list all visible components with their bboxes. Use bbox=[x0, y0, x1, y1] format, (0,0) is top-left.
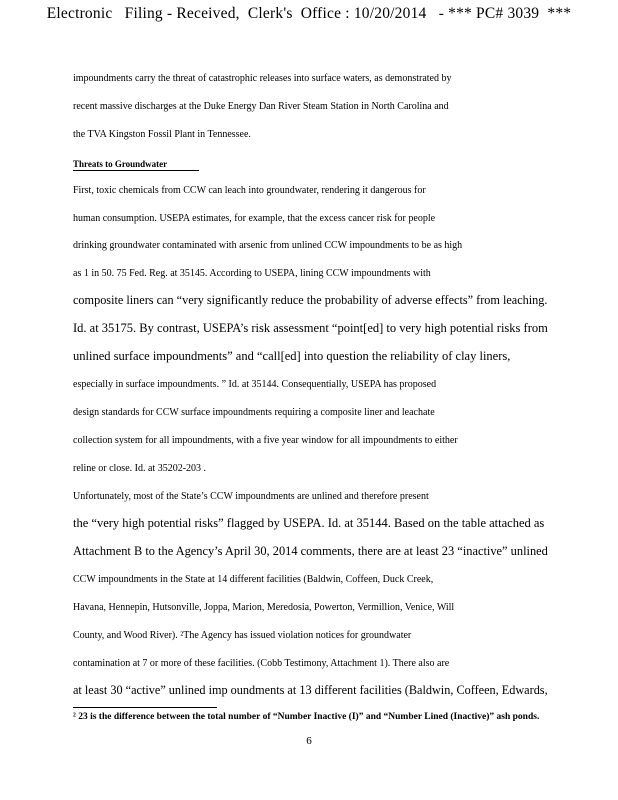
text-line: composite liners can “very significantly reduce the probability of adverse effects” from leaching. bbox=[73, 293, 548, 307]
text-line: drinking groundwater contaminated with arsenic from unlined CCW impoundments to be as high bbox=[73, 240, 463, 251]
text-line: Unfortunately, most of the State’s CCW impoundments are unlined and therefore present bbox=[73, 491, 429, 502]
text-line: the “very high potential risks” flagged by USEPA. Id. at 35144. Based on the table attached as bbox=[73, 516, 545, 530]
text-line: impoundments carry the threat of catastrophic releases into surface waters, as demonstrated by bbox=[73, 73, 452, 84]
text-line: Id. at 35175. By contrast, USEPA’s risk assessment “point[ed] to very high potential risks from bbox=[73, 321, 548, 335]
filing-stamp-header: Electronic Filing - Received, Clerk's Office : 10/20/2014 - *** PC# 3039 *** bbox=[46, 5, 572, 22]
text-line: Attachment B to the Agency’s April 30, 2014 comments, there are at least 23 “inactive” unlined bbox=[73, 544, 548, 558]
text-line: First, toxic chemicals from CCW can leach into groundwater, rendering it dangerous for bbox=[73, 185, 426, 196]
text-line: design standards for CCW surface impoundments requiring a composite liner and leachate bbox=[73, 407, 435, 418]
footnote: ² 23 is the difference between the total number of “Number Inactive (I)” and “Number Lined (Inactive)” ash ponds. bbox=[73, 712, 540, 722]
text-line: County, and Wood River). ²The Agency has issued violation notices for groundwater bbox=[73, 630, 412, 641]
text-line: contamination at 7 or more of these facilities. (Cobb Testimony, Attachment 1). There also are bbox=[73, 658, 450, 669]
text-line: especially in surface impoundments. ” Id. at 35144. Consequentially, USEPA has proposed bbox=[73, 379, 437, 390]
text-line: Havana, Hennepin, Hutsonville, Joppa, Marion, Meredosia, Powerton, Vermillion, Venice, Will bbox=[73, 602, 455, 613]
text-line: human consumption. USEPA estimates, for example, that the excess cancer risk for people bbox=[73, 213, 436, 224]
text-line: CCW impoundments in the State at 14 different facilities (Baldwin, Coffeen, Duck Creek, bbox=[73, 574, 434, 585]
text-line: the TVA Kingston Fossil Plant in Tennessee. bbox=[73, 129, 251, 140]
text-line: reline or close. Id. at 35202-203 . bbox=[73, 463, 207, 474]
text-line: recent massive discharges at the Duke Energy Dan River Steam Station in North Carolina and bbox=[73, 101, 449, 112]
text-line: at least 30 “active” unlined imp oundments at 13 different facilities (Baldwin, Coffeen, Edwards, bbox=[73, 683, 548, 697]
page-number: 6 bbox=[306, 735, 312, 747]
text-line: unlined surface impoundments” and “call[ed] into question the reliability of clay liners, bbox=[73, 349, 511, 363]
footnote-divider bbox=[73, 707, 217, 708]
section-heading: Threats to Groundwater bbox=[73, 158, 199, 171]
text-line: as 1 in 50. 75 Fed. Reg. at 35145. According to USEPA, lining CCW impoundments with bbox=[73, 268, 431, 279]
text-line: collection system for all impoundments, with a five year window for all impoundments to either bbox=[73, 435, 458, 446]
